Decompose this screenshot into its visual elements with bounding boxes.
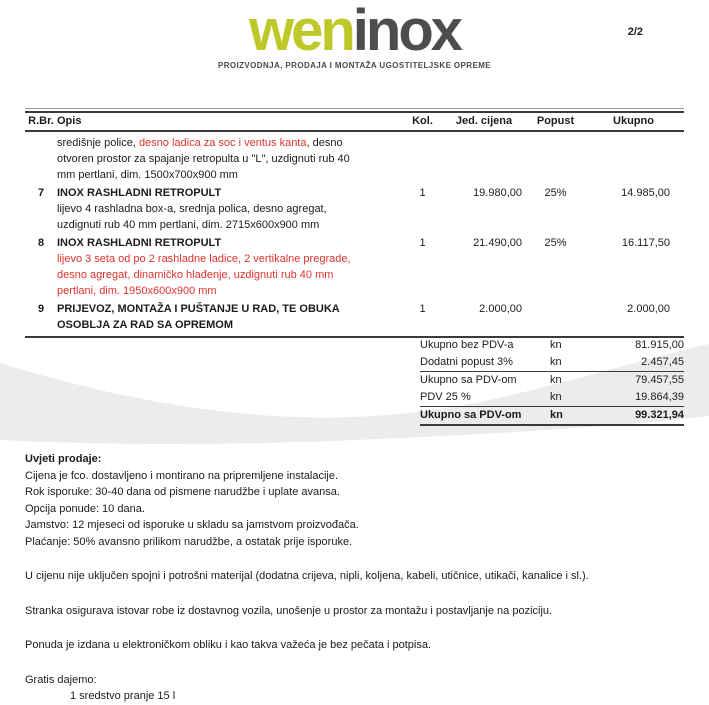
logo-tagline: PROIZVODNJA, PRODAJA I MONTAŽA UGOSTITELJSKE OPREME <box>217 61 491 70</box>
totals-currency: kn <box>550 339 562 351</box>
totals-value: 79.457,55 <box>635 374 684 386</box>
text-segment: lijevo 4 rashladna box-a, srednja polica, desno agregat, <box>57 203 327 215</box>
totals-value: 99.321,94 <box>635 409 684 421</box>
totals-currency: kn <box>550 356 562 368</box>
totals-currency: kn <box>550 391 562 403</box>
conditions-line: 1 sredstvo pranje 15 l <box>70 690 176 702</box>
table-row <box>25 134 684 184</box>
logo-wen-text: wen <box>248 0 353 63</box>
company-logo <box>0 2 709 70</box>
column-header-opis: Opis <box>57 115 82 127</box>
conditions-line: Rok isporuke: 30-40 dana od pismene narudžbe i uplate avansa. <box>25 486 340 498</box>
item-description-line <box>57 217 405 233</box>
text-segment: , desno <box>306 137 343 149</box>
totals-label: Ukupno bez PDV-a <box>420 339 514 351</box>
logo-inox-text: inox <box>352 0 461 63</box>
conditions-line: Gratis dajemo: <box>25 673 97 686</box>
item-discount: 25% <box>544 187 567 199</box>
totals-row <box>420 337 684 354</box>
item-quantity: 1 <box>419 237 426 249</box>
totals-label: Ukupno sa PDV-om <box>420 409 522 421</box>
item-total: 16.117,50 <box>621 237 670 249</box>
table-items <box>25 132 684 338</box>
text-segment: uzdignuti rub 40 mm pertlani, dim. 2715x600x900 mm <box>57 219 320 231</box>
item-unit-price: 19.980,00 <box>473 187 522 199</box>
totals-row <box>420 389 684 407</box>
text-segment: središnje police, <box>57 137 139 149</box>
item-description-line <box>57 235 405 251</box>
totals-row <box>420 372 684 389</box>
item-description <box>57 235 405 299</box>
totals-value: 81.915,00 <box>635 339 684 351</box>
item-number <box>25 135 57 183</box>
item-description-line <box>57 251 405 267</box>
conditions-line: Cijena je fco. dostavljeno i montirano na pripremljene instalacije. <box>25 469 339 482</box>
table-row <box>25 184 684 234</box>
table-row <box>25 234 684 300</box>
item-total: 2.000,00 <box>627 303 670 315</box>
totals-row <box>420 407 684 426</box>
column-header-jed-cijena: Jed. cijena <box>455 115 513 127</box>
item-discount <box>528 301 583 333</box>
item-description-line <box>57 201 405 217</box>
item-description-line <box>57 283 405 299</box>
item-unit-price: 21.490,00 <box>473 237 522 249</box>
table-row <box>25 300 684 334</box>
table-header-row <box>25 111 684 132</box>
totals-value: 2.457,45 <box>641 356 684 368</box>
text-segment: PRIJEVOZ, MONTAŽA I PUŠTANJE U RAD, TE OBUKA <box>57 303 340 315</box>
conditions-line: U cijenu nije uključen spojni i potrošni materijal (dodatna crijeva, nipli, koljena, kabeli, utičnice, utikači, kanalice i sl.). <box>25 570 589 582</box>
totals-label: Dodatni popust 3% <box>420 356 513 368</box>
item-description-line <box>57 151 405 167</box>
item-total <box>583 135 684 183</box>
totals-currency: kn <box>550 374 562 386</box>
item-description-line <box>57 267 405 283</box>
text-segment: INOX RASHLADNI RETROPULT <box>57 237 222 249</box>
item-number: 8 <box>37 237 45 249</box>
item-discount: 25% <box>544 237 567 249</box>
text-segment: pertlani, dim. 1950x600x900 mm <box>57 285 217 297</box>
conditions-line: Opcija ponude: 10 dana. <box>25 502 145 515</box>
totals-row <box>420 354 684 372</box>
conditions-line: Plaćanje: 50% avansno prilikom narudžbe, a ostatak prije isporuke. <box>25 535 353 548</box>
conditions-line: Jamstvo: 12 mjeseci od isporuke u skladu sa jamstvom proizvođača. <box>25 519 359 531</box>
text-segment: desno agregat, dinamičko hlađenje, uzdignuti rub 40 mm <box>57 269 334 281</box>
item-description-line <box>57 185 405 201</box>
item-quantity: 1 <box>419 187 426 199</box>
column-header-ukupno: Ukupno <box>613 115 654 127</box>
item-description-line <box>57 301 405 317</box>
conditions-line: Ponuda je izdana u elektroničkom obliku i kao takva važeća je bez pečata i potpisa. <box>25 639 432 651</box>
totals-currency: kn <box>550 409 563 421</box>
text-segment: lijevo 3 seta od po 2 rashladne ladice, 2 vertikalne pregrade, <box>57 253 351 265</box>
conditions-line: Uvjeti prodaje: <box>25 453 102 465</box>
item-discount <box>528 135 583 183</box>
column-header-kol: Kol. <box>412 115 433 127</box>
totals-value: 19.864,39 <box>635 391 684 403</box>
item-quantity <box>405 135 440 183</box>
item-quantity: 1 <box>419 303 426 315</box>
column-header-rbr: R.Br. <box>28 115 54 127</box>
totals-label: Ukupno sa PDV-om <box>420 374 517 386</box>
text-segment: otvoren prostor za spajanje retropulta u "L", uzdignuti rub 40 <box>57 153 350 165</box>
totals-block <box>420 337 684 426</box>
logo-wordmark <box>0 0 709 63</box>
item-description-line <box>57 167 405 183</box>
text-segment: mm pertlani, dim. 1500x700x900 mm <box>57 169 238 181</box>
item-total: 14.985,00 <box>621 187 670 199</box>
column-header-popust: Popust <box>536 115 575 127</box>
totals-label: PDV 25 % <box>420 391 471 403</box>
conditions-line: Stranka osigurava istovar robe iz dostavnog vozila, unošenje u prostor za montažu i postavljanje na poziciju. <box>25 604 553 617</box>
text-segment: OSOBLJA ZA RAD SA OPREMOM <box>57 319 234 331</box>
item-number: 7 <box>37 187 45 199</box>
terms-of-sale-section <box>25 451 697 705</box>
item-description-line <box>57 317 405 333</box>
page-number: 2/2 <box>627 26 643 38</box>
item-description <box>57 135 405 183</box>
text-segment: INOX RASHLADNI RETROPULT <box>57 187 222 199</box>
item-description-line <box>57 135 405 151</box>
item-description <box>57 301 405 333</box>
item-description <box>57 185 405 233</box>
items-table <box>25 108 684 338</box>
item-unit-price <box>440 135 528 183</box>
text-segment: desno ladica za soc i ventus kanta <box>138 137 307 149</box>
item-number: 9 <box>37 303 45 315</box>
item-unit-price: 2.000,00 <box>479 303 522 315</box>
